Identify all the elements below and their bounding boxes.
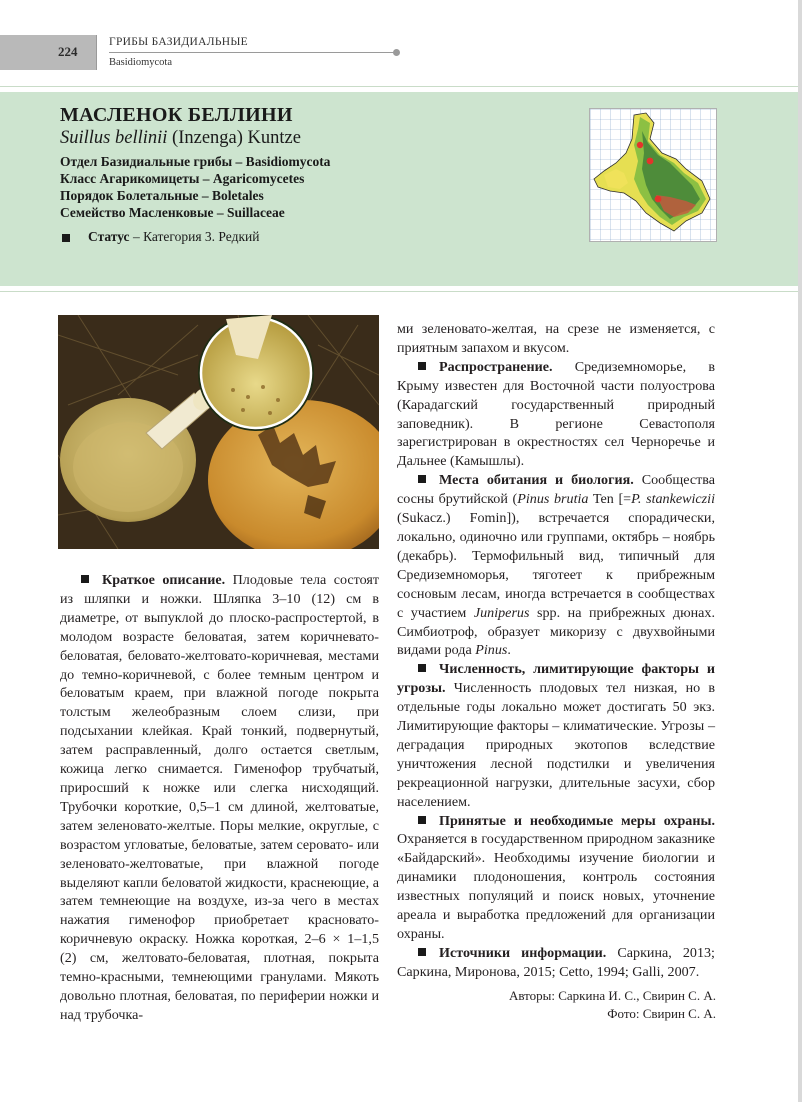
running-header-latin: Basidiomycota bbox=[109, 57, 172, 68]
panel-bottom-rule bbox=[0, 291, 798, 292]
mushroom-photo bbox=[58, 315, 379, 549]
header-rule-dot bbox=[393, 49, 400, 56]
header-rule bbox=[109, 52, 396, 53]
conservation-status: Статус – Категория 3. Редкий bbox=[88, 229, 260, 244]
right-column bbox=[397, 320, 715, 982]
species-latin-name: Suillus bellinii (Inzenga) Kuntze bbox=[60, 128, 301, 148]
population-paragraph: Численность, лимитирующие факторы и угрозы. Численность плодовых тел низкая, но в отдельные годы локально может достигать 50 экз. Лимитирующие факторы – климатические. Угрозы – деградация природных экотопов вследствие уничтожения лесной подстилки и увеличения рекреационной нагрузки, длительные засухи, сбор населением. bbox=[397, 661, 715, 810]
map-point bbox=[655, 196, 662, 203]
section-bullet bbox=[418, 664, 426, 672]
section-bullet bbox=[418, 948, 426, 956]
map-point bbox=[637, 142, 643, 148]
page-number: 224 bbox=[58, 44, 78, 59]
header-divider bbox=[96, 35, 97, 70]
status-bullet bbox=[62, 234, 70, 242]
section-bullet bbox=[418, 816, 426, 824]
taxon-family: Семейство Масленковые – Suillaceae bbox=[60, 205, 285, 220]
distribution-map bbox=[589, 108, 717, 242]
distribution-paragraph: Распространение. Средиземноморье, в Крыму известен для Восточной части полуострова (Карадагский государственный природный заповедник). В регионе Севастополя зарегистрирован в окрестностях сел Черноречье и Дальнее (Камышлы). bbox=[397, 358, 715, 470]
taxon-division: Отдел Базидиальные грибы – Basidiomycota bbox=[60, 154, 331, 169]
authors-credit: Авторы: Саркина И. С., Свирин С. А. bbox=[508, 988, 716, 1003]
sources-paragraph: Источники информации. Саркина, 2013; Саркина, Миронова, 2015; Cetto, 1994; Galli, 2007. bbox=[397, 944, 715, 980]
section-bullet bbox=[418, 362, 426, 370]
habitat-paragraph: Места обитания и биология. Сообщества сосны брутийской (Pinus brutia Ten [=P. stankewiczii (Sukacz.) Fomin]), встречается спорадически, локально, одиночно или группами, октябрь – ноябрь (декабрь). Термофильный вид, типичный для Средиземноморья, тяготеет к прибрежным сосновым лесам, иногда встречается в сообществах с участием Juniperus spp. на прибрежных дюнах. Симбиотроф, образует микоризу с двухвойными видами рода Pinus. bbox=[397, 472, 716, 659]
page-number-box bbox=[0, 35, 96, 70]
description-paragraph: Краткое описание. Плодовые тела состоят из шляпки и ножки. Шляпка 3–10 (12) см в диаметре, от выпуклой до плоско-распростертой, в молодом возрасте беловатая, затем коричневато-беловатая, беловато-желтовато-коричневая, местами до темно-коричневой, с более темным центром и беловатым краем, при влажной погоде покрыта толстым желеобразным слоем слизи, при подсыхании клейкая. Край тонкий, подвернутый, затем расправленный, долго остается светлым, кожица легко снимается. Гименофор трубчатый, приросший к ножке или слегка нисходящий. Трубочки короткие, 0,5–1 см длиной, желтоватые, затем зеленовато-желтые. Поры мелкие, округлые, с возрастом угловатые, беловатые, затем серовато- или зеленовато-желтоватые, при влажной погоде выделяют капли беловатой жидкости, краснеющие, а затем темнеющие на воздухе, из-за чего в местах нажатия гименофор приобретает красновато-коричневую окраску. Ножка короткая, 2–6 × 1–1,5 (2) см, желтовато-беловатая, плотная, покрыта темно-красными, темнеющими гранулами. Мякоть довольно плотная, беловатая, по периферии ножки и над трубочка- bbox=[60, 572, 379, 1023]
left-column bbox=[60, 571, 379, 1025]
taxon-order: Порядок Болетальные – Boletales bbox=[60, 188, 264, 203]
photo-credit: Фото: Свирин С. А. bbox=[607, 1006, 716, 1021]
running-header-ru: ГРИБЫ БАЗИДИАЛЬНЫЕ bbox=[109, 36, 249, 48]
measures-paragraph: Принятые и необходимые меры охраны. Охраняется в государственном природном заказнике «Байдарский». Необходимы изучение биологии и динамики плодоношения, контроль состояния известных популяций и поиск новых, уточнение ареала и выработка предложений для организации охраны. bbox=[397, 812, 715, 942]
taxon-class: Класс Агарикомицеты – Agaricomycetes bbox=[60, 171, 305, 186]
panel-top-rule bbox=[0, 86, 798, 87]
page-edge bbox=[798, 0, 802, 1102]
description-continuation: ми зеленовато-желтая, на срезе не изменяется, с приятным запахом и вкусом. bbox=[397, 321, 715, 356]
species-title: МАСЛЕНОК БЕЛЛИНИ bbox=[60, 104, 293, 126]
section-bullet bbox=[81, 575, 89, 583]
map-point bbox=[647, 158, 654, 165]
section-bullet bbox=[418, 475, 426, 483]
